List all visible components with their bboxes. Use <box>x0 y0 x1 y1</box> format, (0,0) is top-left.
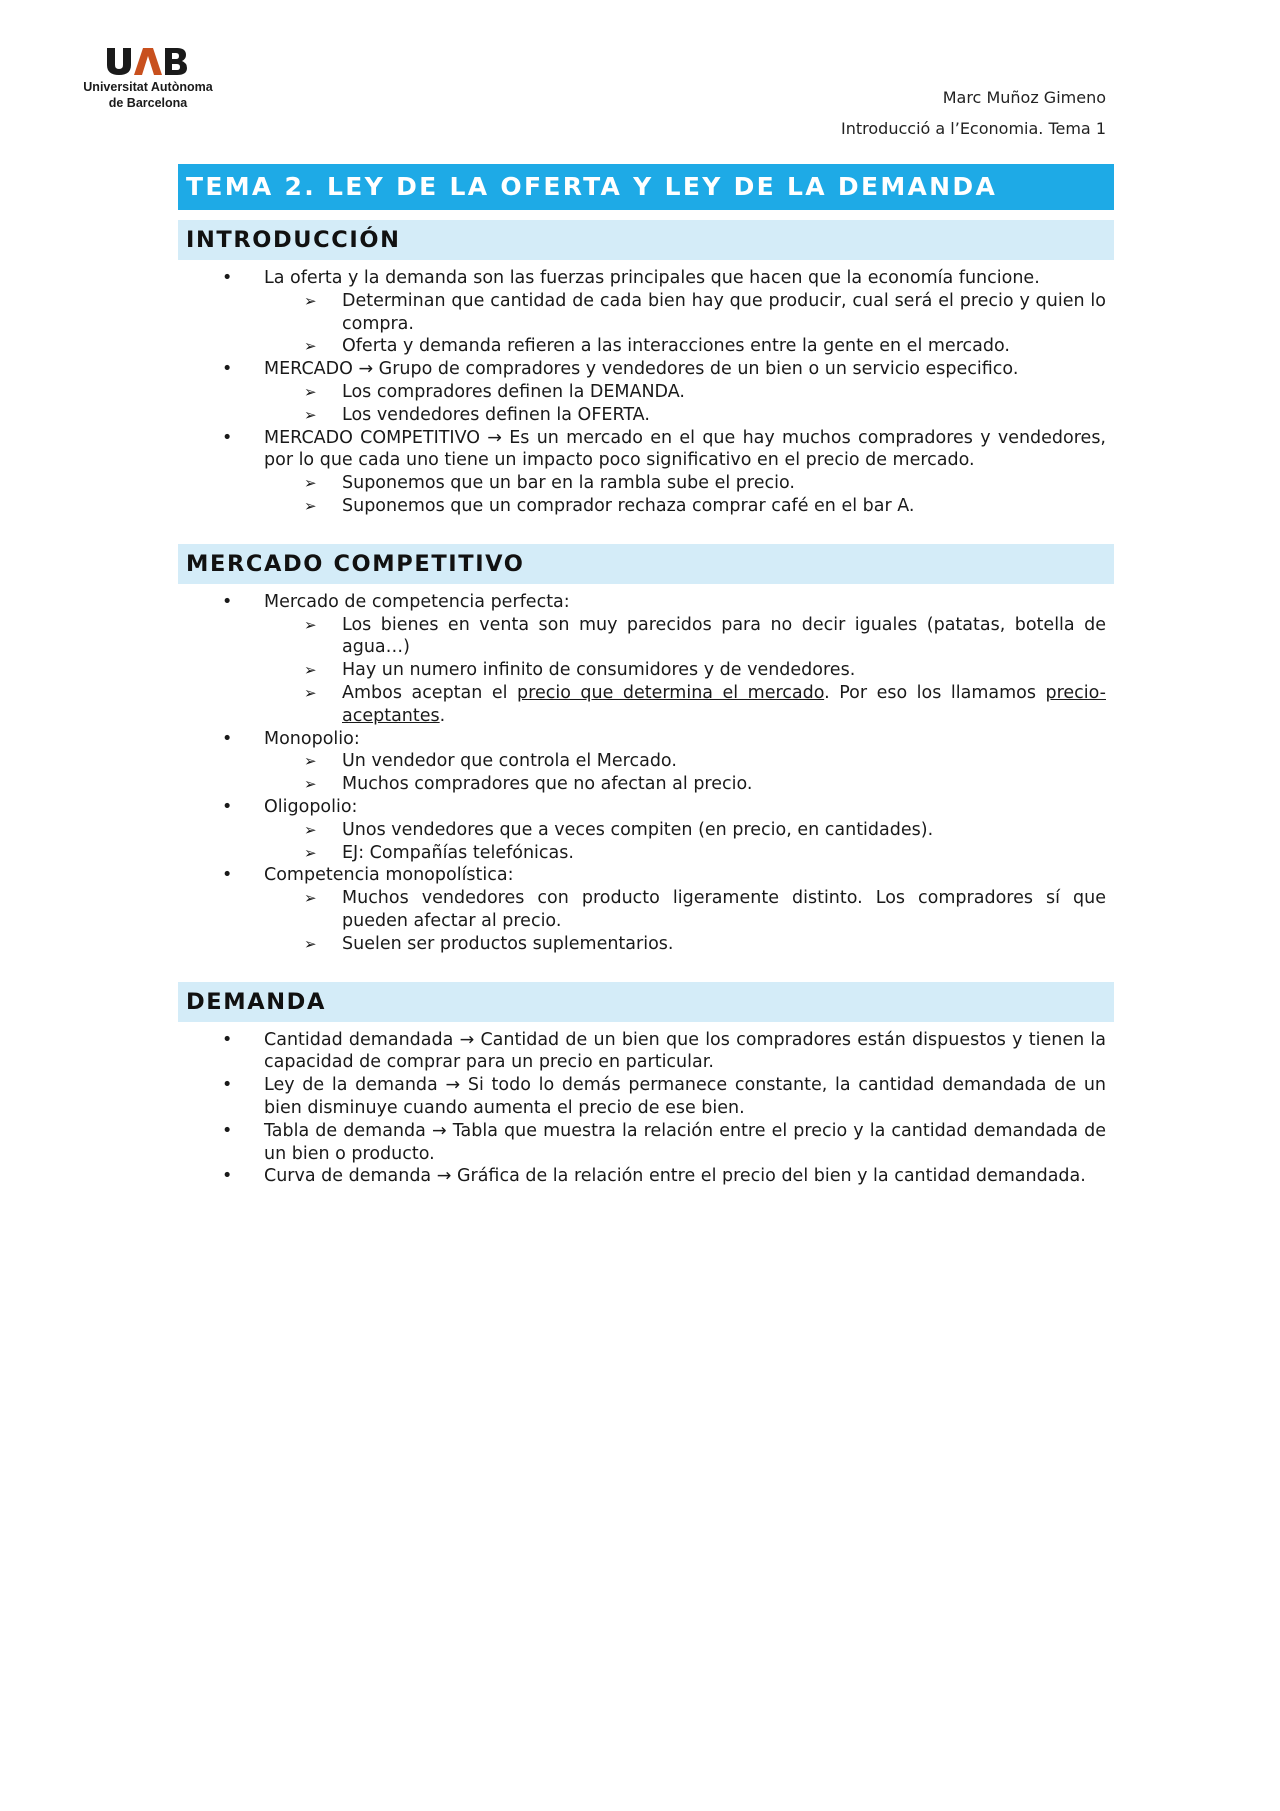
list-item-text: Tabla de demanda → Tabla que muestra la relación entre el precio y la cantidad demandada de un bien o producto. <box>264 1120 1106 1164</box>
list-item <box>178 1120 1114 1166</box>
sub-list-item <box>264 819 1114 842</box>
sub-list-item <box>264 750 1114 773</box>
arrowhead-icon: ➢ <box>304 291 317 310</box>
list-item-text: MERCADO COMPETITIVO → Es un mercado en el que hay muchos compradores y vendedores, por lo que cada uno tiene un impacto poco significativo en el precio de mercado. <box>264 427 1106 471</box>
section-heading-mercado-competitivo: MERCADO COMPETITIVO <box>178 544 1114 584</box>
list-item-text: MERCADO → Grupo de compradores y vendedores de un bien o un servicio especifico. <box>264 359 1019 380</box>
sub-list-item-text: EJ: Compañías telefónicas. <box>342 842 574 863</box>
sub-list-item-text: Oferta y demanda refieren a las interacciones entre la gente en el mercado. <box>342 336 1010 357</box>
arrowhead-icon: ➢ <box>304 615 317 634</box>
section-heading-introduccion: INTRODUCCIÓN <box>178 220 1114 260</box>
bullet-dot-icon: • <box>222 1120 233 1141</box>
sub-list <box>264 819 1114 865</box>
sub-list-item <box>264 659 1114 682</box>
list-item-text: Curva de demanda → Gráfica de la relación entre el precio del bien y la cantidad demandada. <box>264 1166 1086 1187</box>
sub-list-item-text: Determinan que cantidad de cada bien hay que producir, cual será el precio y quien lo compra. <box>342 290 1106 334</box>
logo-text-line2: de Barcelona <box>108 96 188 110</box>
sub-list <box>264 472 1114 518</box>
bullet-dot-icon: • <box>222 427 233 448</box>
arrowhead-icon: ➢ <box>304 382 317 401</box>
arrowhead-icon: ➢ <box>304 496 317 515</box>
list-item-text: Cantidad demandada → Cantidad de un bien que los compradores están dispuestos y tienen la capacidad de comprar para un precio en particular. <box>264 1029 1106 1073</box>
sub-list-item-text: Suponemos que un bar en la rambla sube el precio. <box>342 473 795 494</box>
list-item-text: Oligopolio: <box>264 796 358 817</box>
arrowhead-icon: ➢ <box>304 889 317 908</box>
sub-list-item <box>264 495 1114 518</box>
arrowhead-icon: ➢ <box>304 752 317 771</box>
arrowhead-icon: ➢ <box>304 683 317 702</box>
arrowhead-icon: ➢ <box>304 775 317 794</box>
bullet-list <box>178 1029 1114 1189</box>
sub-list-item <box>264 887 1114 933</box>
sub-list-item-text: Ambos aceptan el precio que determina el mercado. Por eso los llamamos precio-aceptantes. <box>342 682 1106 726</box>
arrowhead-icon: ➢ <box>304 843 317 862</box>
list-item <box>178 796 1114 864</box>
arrowhead-icon: ➢ <box>304 405 317 424</box>
logo-text-line1: Universitat Autònoma <box>83 80 213 94</box>
list-item <box>178 358 1114 426</box>
bullet-dot-icon: • <box>222 796 233 817</box>
document-title: TEMA 2. LEY DE LA OFERTA Y LEY DE LA DEMANDA <box>178 164 1114 210</box>
underlined-term: precio que determina el mercado <box>517 682 825 703</box>
sub-list-item-text: Suelen ser productos suplementarios. <box>342 933 674 954</box>
sub-list-item <box>264 335 1114 358</box>
list-item <box>178 267 1114 358</box>
sub-list <box>264 290 1114 358</box>
sub-list-item-text: Un vendedor que controla el Mercado. <box>342 751 677 772</box>
list-item <box>178 427 1114 518</box>
sub-list-item-text: Los bienes en venta son muy parecidos para no decir iguales (patatas, botella de agua…) <box>342 614 1106 658</box>
sub-list-item <box>264 404 1114 427</box>
list-item <box>178 728 1114 796</box>
bullet-list <box>178 591 1114 956</box>
bullet-dot-icon: • <box>222 268 233 288</box>
list-item <box>178 1165 1114 1188</box>
arrowhead-icon: ➢ <box>304 474 317 493</box>
sub-list-item <box>264 290 1114 336</box>
sub-list <box>264 750 1114 796</box>
header-author: Marc Muñoz Gimeno <box>942 88 1106 107</box>
sub-list-item <box>264 933 1114 956</box>
sub-list <box>264 381 1114 427</box>
sub-list-item-text: Muchos vendedores con producto ligeramente distinto. Los compradores sí que pueden afectar al precio. <box>342 888 1106 931</box>
bullet-dot-icon: • <box>222 865 233 886</box>
arrowhead-icon: ➢ <box>304 337 317 356</box>
sub-list-item-text: Suponemos que un comprador rechaza comprar café en el bar A. <box>342 495 915 516</box>
sub-list-item-text: Los vendedores definen la OFERTA. <box>342 404 650 425</box>
sub-list-item <box>264 773 1114 796</box>
bullet-dot-icon: • <box>222 1166 233 1187</box>
sub-list <box>264 614 1114 728</box>
sub-list-item <box>264 842 1114 865</box>
bullet-dot-icon: • <box>222 1075 233 1096</box>
uab-logo-mark <box>105 46 190 76</box>
header-course: Introducció a l’Economia. Tema 1 <box>841 119 1106 138</box>
bullet-dot-icon: • <box>222 591 233 612</box>
sub-list-item <box>264 472 1114 495</box>
sub-list-item <box>264 614 1114 660</box>
bullet-list <box>178 267 1114 518</box>
list-item-text: Monopolio: <box>264 728 360 749</box>
sub-list-item-text: Unos vendedores que a veces compiten (en precio, en cantidades). <box>342 819 934 840</box>
arrowhead-icon: ➢ <box>304 934 317 953</box>
arrowhead-icon: ➢ <box>304 820 317 839</box>
sub-list-item <box>264 682 1114 728</box>
arrowhead-icon: ➢ <box>304 661 317 680</box>
sub-list <box>264 887 1114 955</box>
list-item <box>178 1029 1114 1075</box>
list-item <box>178 591 1114 728</box>
sub-list-item <box>264 381 1114 404</box>
sub-list-item-text: Hay un numero infinito de consumidores y de vendedores. <box>342 660 856 681</box>
bullet-dot-icon: • <box>222 728 233 749</box>
list-item-text: Competencia monopolística: <box>264 865 514 886</box>
bullet-dot-icon: • <box>222 359 233 380</box>
section-heading-demanda: DEMANDA <box>178 982 1114 1022</box>
list-item-text: Ley de la demanda → Si todo lo demás permanece constante, la cantidad demandada de un bien disminuye cuando aumenta el precio de ese bien. <box>264 1075 1106 1118</box>
sub-list-item-text: Los compradores definen la DEMANDA. <box>342 381 685 402</box>
bullet-dot-icon: • <box>222 1029 233 1050</box>
list-item <box>178 864 1114 955</box>
list-item <box>178 1074 1114 1120</box>
underlined-term: precio-aceptantes <box>342 682 1106 726</box>
list-item-text: Mercado de competencia perfecta: <box>264 591 570 612</box>
document-body <box>178 164 1114 1188</box>
list-item-text: La oferta y la demanda son las fuerzas principales que hacen que la economía funcione. <box>264 268 1040 288</box>
sub-list-item-text: Muchos compradores que no afectan al precio. <box>342 774 753 795</box>
